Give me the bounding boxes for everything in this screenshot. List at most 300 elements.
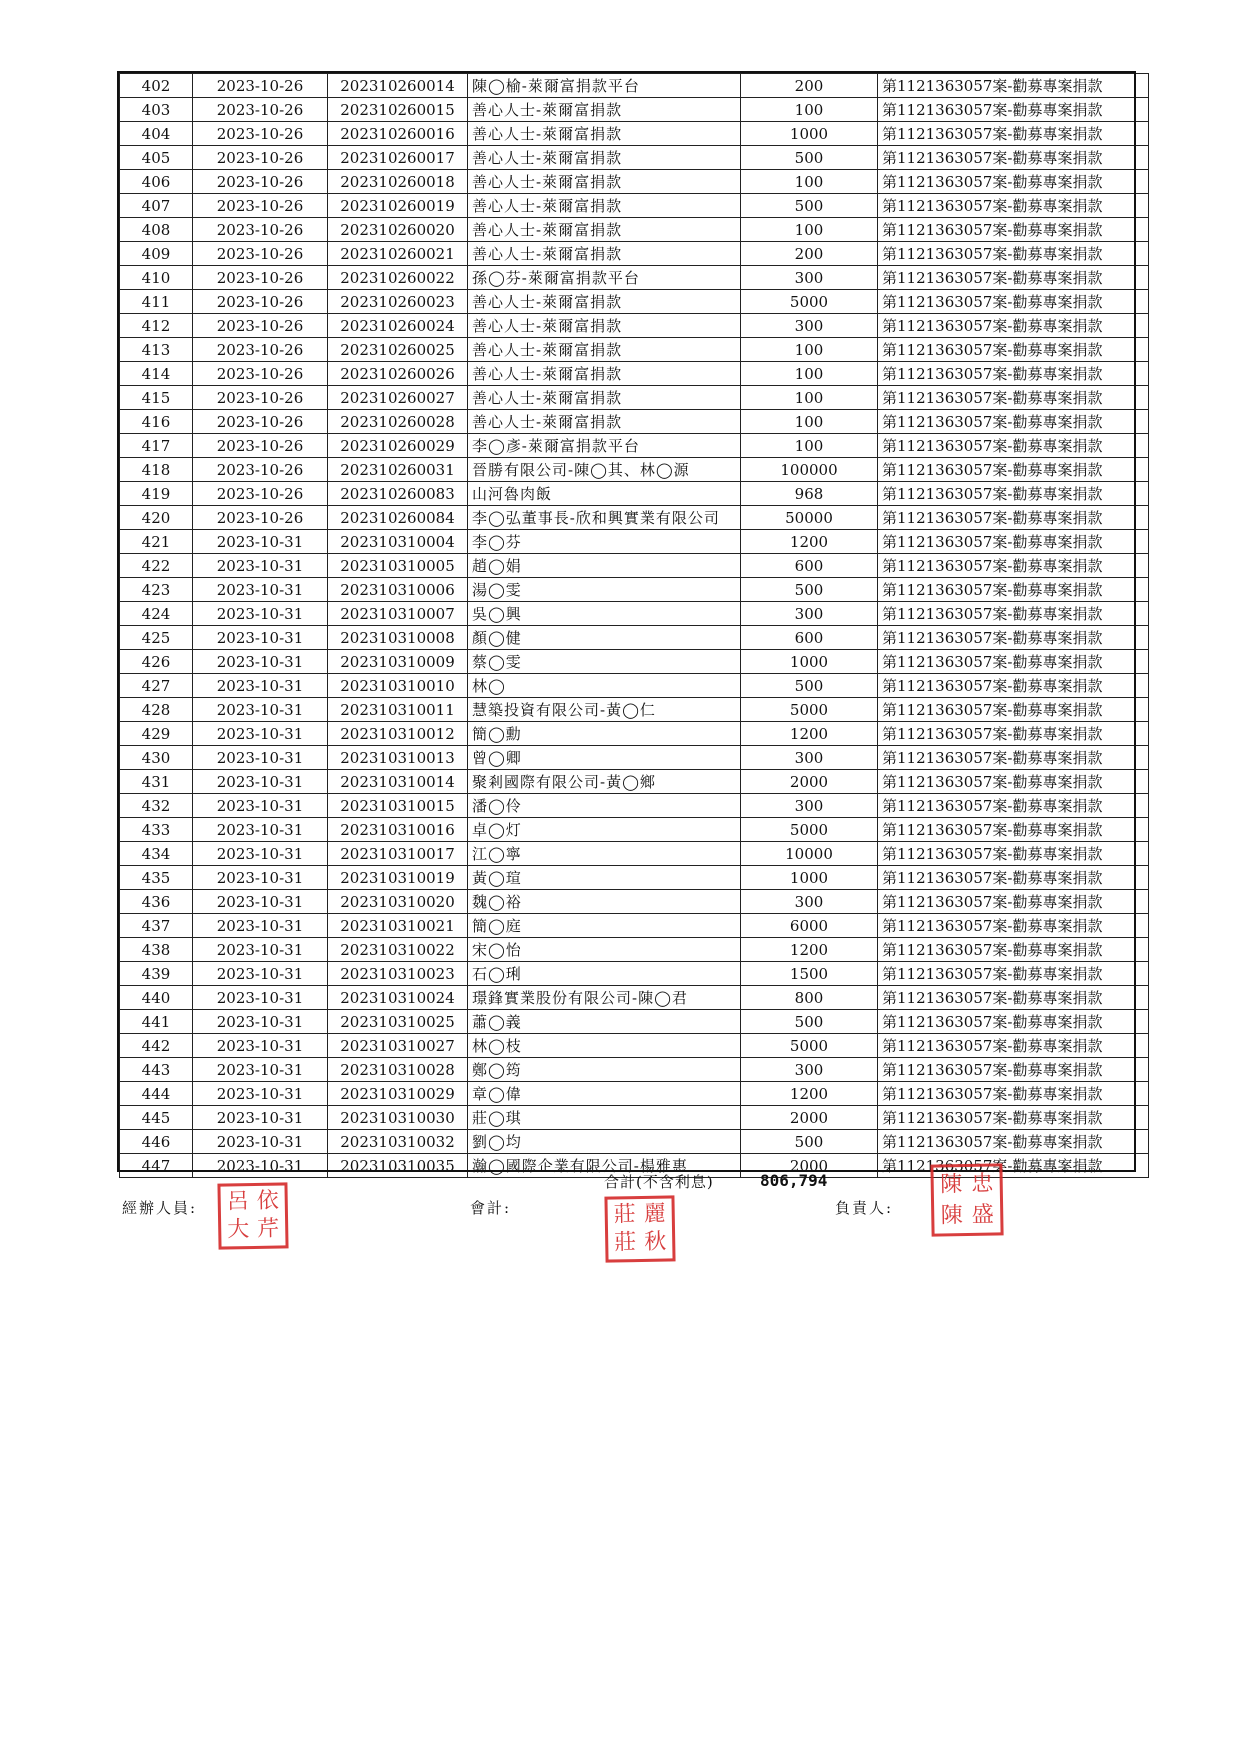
- donation-date: 2023-10-26: [193, 506, 328, 530]
- donor-name: 善心人士-萊爾富捐款: [468, 122, 741, 146]
- seal-character: 莊: [614, 1230, 637, 1256]
- donor-name: 善心人士-萊爾富捐款: [468, 218, 741, 242]
- seal-character: 陳: [940, 1202, 963, 1228]
- donor-name: 林◯: [468, 674, 741, 698]
- row-number: 429: [120, 722, 193, 746]
- row-number: 419: [120, 482, 193, 506]
- donation-date: 2023-10-31: [193, 602, 328, 626]
- case-description: 第1121363057案-勸募專案捐款: [878, 578, 1149, 602]
- donation-date: 2023-10-31: [193, 914, 328, 938]
- donor-name: 李◯芬: [468, 530, 741, 554]
- donor-name: 善心人士-萊爾富捐款: [468, 194, 741, 218]
- donation-amount: 5000: [741, 1034, 878, 1058]
- receipt-number: 202310310035: [328, 1154, 468, 1178]
- donation-amount: 1200: [741, 938, 878, 962]
- donor-name: 聚剎國際有限公司-黃◯鄉: [468, 770, 741, 794]
- seal-character: 依: [256, 1188, 279, 1214]
- case-description: 第1121363057案-勸募專案捐款: [878, 530, 1149, 554]
- donor-name: 善心人士-萊爾富捐款: [468, 146, 741, 170]
- donation-amount: 300: [741, 602, 878, 626]
- handler-label: 經辦人員:: [122, 1199, 198, 1217]
- accounting-label: 會計:: [470, 1199, 512, 1217]
- receipt-number: 202310260031: [328, 458, 468, 482]
- receipt-number: 202310260028: [328, 410, 468, 434]
- donor-name: 陳◯榆-萊爾富捐款平台: [468, 74, 741, 98]
- donation-date: 2023-10-26: [193, 386, 328, 410]
- donation-amount: 968: [741, 482, 878, 506]
- table-row: [120, 650, 1149, 674]
- case-description: 第1121363057案-勸募專案捐款: [878, 962, 1149, 986]
- row-number: 420: [120, 506, 193, 530]
- donation-amount: 100: [741, 434, 878, 458]
- donation-amount: 300: [741, 266, 878, 290]
- table-row: [120, 74, 1149, 98]
- receipt-number: 202310310007: [328, 602, 468, 626]
- row-number: 411: [120, 290, 193, 314]
- receipt-number: 202310260020: [328, 218, 468, 242]
- receipt-number: 202310310008: [328, 626, 468, 650]
- table-row: [120, 1058, 1149, 1082]
- row-number: 415: [120, 386, 193, 410]
- case-description: 第1121363057案-勸募專案捐款: [878, 938, 1149, 962]
- case-description: 第1121363057案-勸募專案捐款: [878, 482, 1149, 506]
- donation-amount: 100: [741, 386, 878, 410]
- donor-name: 善心人士-萊爾富捐款: [468, 362, 741, 386]
- donation-date: 2023-10-31: [193, 794, 328, 818]
- donor-name: 石◯琍: [468, 962, 741, 986]
- case-description: 第1121363057案-勸募專案捐款: [878, 674, 1149, 698]
- donor-name: 善心人士-萊爾富捐款: [468, 338, 741, 362]
- donor-name: 江◯寧: [468, 842, 741, 866]
- seal-character: 盛: [971, 1202, 994, 1228]
- donor-name: 曾◯卿: [468, 746, 741, 770]
- donation-amount: 2000: [741, 1106, 878, 1130]
- donation-amount: 1500: [741, 962, 878, 986]
- manager-label: 負責人:: [835, 1199, 894, 1217]
- donation-amount: 200: [741, 74, 878, 98]
- case-description: 第1121363057案-勸募專案捐款: [878, 386, 1149, 410]
- case-description: 第1121363057案-勸募專案捐款: [878, 122, 1149, 146]
- case-description: 第1121363057案-勸募專案捐款: [878, 146, 1149, 170]
- case-description: 第1121363057案-勸募專案捐款: [878, 626, 1149, 650]
- row-number: 406: [120, 170, 193, 194]
- receipt-number: 202310260017: [328, 146, 468, 170]
- row-number: 436: [120, 890, 193, 914]
- donation-amount: 300: [741, 314, 878, 338]
- donation-table-body: [120, 74, 1149, 1178]
- row-number: 428: [120, 698, 193, 722]
- donation-date: 2023-10-31: [193, 818, 328, 842]
- table-row: [120, 170, 1149, 194]
- case-description: 第1121363057案-勸募專案捐款: [878, 458, 1149, 482]
- case-description: 第1121363057案-勸募專案捐款: [878, 794, 1149, 818]
- receipt-number: 202310260016: [328, 122, 468, 146]
- donation-amount: 500: [741, 194, 878, 218]
- case-description: 第1121363057案-勸募專案捐款: [878, 74, 1149, 98]
- donation-date: 2023-10-31: [193, 554, 328, 578]
- seal-character: 陳: [939, 1171, 963, 1197]
- donation-date: 2023-10-26: [193, 362, 328, 386]
- table-row: [120, 962, 1149, 986]
- table-row: [120, 146, 1149, 170]
- donation-date: 2023-10-26: [193, 458, 328, 482]
- donor-name: 莊◯琪: [468, 1106, 741, 1130]
- receipt-number: 202310310032: [328, 1130, 468, 1154]
- table-row: [120, 938, 1149, 962]
- donor-name: 李◯弘董事長-欣和興實業有限公司: [468, 506, 741, 530]
- donation-date: 2023-10-31: [193, 578, 328, 602]
- table-row: [120, 1034, 1149, 1058]
- row-number: 422: [120, 554, 193, 578]
- donation-date: 2023-10-31: [193, 1106, 328, 1130]
- receipt-number: 202310310014: [328, 770, 468, 794]
- donation-date: 2023-10-26: [193, 146, 328, 170]
- donor-name: 黃◯瑄: [468, 866, 741, 890]
- table-row: [120, 674, 1149, 698]
- receipt-number: 202310310009: [328, 650, 468, 674]
- table-row: [120, 458, 1149, 482]
- donor-name: 善心人士-萊爾富捐款: [468, 314, 741, 338]
- table-row: [120, 890, 1149, 914]
- table-row: [120, 290, 1149, 314]
- row-number: 441: [120, 1010, 193, 1034]
- case-description: 第1121363057案-勸募專案捐款: [878, 98, 1149, 122]
- table-row: [120, 434, 1149, 458]
- case-description: 第1121363057案-勸募專案捐款: [878, 866, 1149, 890]
- donor-name: 孫◯芬-萊爾富捐款平台: [468, 266, 741, 290]
- donation-date: 2023-10-26: [193, 266, 328, 290]
- donor-name: 瀚◯國際企業有限公司-楊雅惠: [468, 1154, 741, 1178]
- row-number: 404: [120, 122, 193, 146]
- donation-amount: 1000: [741, 866, 878, 890]
- case-description: 第1121363057案-勸募專案捐款: [878, 914, 1149, 938]
- donation-date: 2023-10-26: [193, 410, 328, 434]
- receipt-number: 202310310030: [328, 1106, 468, 1130]
- row-number: 437: [120, 914, 193, 938]
- donor-name: 蕭◯義: [468, 1010, 741, 1034]
- donation-date: 2023-10-31: [193, 722, 328, 746]
- donation-amount: 100: [741, 218, 878, 242]
- donation-date: 2023-10-31: [193, 626, 328, 650]
- table-row: [120, 1010, 1149, 1034]
- donor-name: 宋◯怡: [468, 938, 741, 962]
- receipt-number: 202310260021: [328, 242, 468, 266]
- donor-name: 簡◯庭: [468, 914, 741, 938]
- receipt-number: 202310260026: [328, 362, 468, 386]
- donor-name: 魏◯裕: [468, 890, 741, 914]
- case-description: 第1121363057案-勸募專案捐款: [878, 290, 1149, 314]
- donor-name: 璟鋒實業股份有限公司-陳◯君: [468, 986, 741, 1010]
- donation-amount: 1200: [741, 1082, 878, 1106]
- donation-date: 2023-10-31: [193, 770, 328, 794]
- row-number: 423: [120, 578, 193, 602]
- total-label: 合計(不含利息): [604, 1173, 714, 1191]
- row-number: 446: [120, 1130, 193, 1154]
- table-row: [120, 578, 1149, 602]
- donation-date: 2023-10-31: [193, 698, 328, 722]
- seal-character: 忠: [970, 1171, 994, 1197]
- case-description: 第1121363057案-勸募專案捐款: [878, 362, 1149, 386]
- case-description: 第1121363057案-勸募專案捐款: [878, 602, 1149, 626]
- receipt-number: 202310310023: [328, 962, 468, 986]
- table-row: [120, 242, 1149, 266]
- row-number: 405: [120, 146, 193, 170]
- donation-date: 2023-10-31: [193, 842, 328, 866]
- receipt-number: 202310310028: [328, 1058, 468, 1082]
- row-number: 445: [120, 1106, 193, 1130]
- row-number: 410: [120, 266, 193, 290]
- table-row: [120, 362, 1149, 386]
- donor-name: 善心人士-萊爾富捐款: [468, 242, 741, 266]
- receipt-number: 202310310019: [328, 866, 468, 890]
- donation-amount: 1200: [741, 722, 878, 746]
- case-description: 第1121363057案-勸募專案捐款: [878, 746, 1149, 770]
- receipt-number: 202310310024: [328, 986, 468, 1010]
- table-row: [120, 410, 1149, 434]
- receipt-number: 202310260019: [328, 194, 468, 218]
- case-description: 第1121363057案-勸募專案捐款: [878, 1082, 1149, 1106]
- donation-amount: 2000: [741, 1154, 878, 1178]
- donation-date: 2023-10-31: [193, 1130, 328, 1154]
- table-row: [120, 794, 1149, 818]
- donation-amount: 100: [741, 98, 878, 122]
- case-description: 第1121363057案-勸募專案捐款: [878, 338, 1149, 362]
- donation-amount: 100000: [741, 458, 878, 482]
- row-number: 426: [120, 650, 193, 674]
- donation-amount: 100: [741, 170, 878, 194]
- donor-name: 卓◯灯: [468, 818, 741, 842]
- total-value: 806,794: [760, 1171, 828, 1190]
- donor-name: 趙◯娟: [468, 554, 741, 578]
- table-row: [120, 194, 1149, 218]
- case-description: 第1121363057案-勸募專案捐款: [878, 242, 1149, 266]
- table-row: [120, 506, 1149, 530]
- receipt-number: 202310310013: [328, 746, 468, 770]
- table-row: [120, 842, 1149, 866]
- donation-amount: 500: [741, 674, 878, 698]
- receipt-number: 202310310022: [328, 938, 468, 962]
- table-row: [120, 530, 1149, 554]
- receipt-number: 202310310010: [328, 674, 468, 698]
- seal-character: 呂: [226, 1189, 249, 1215]
- donation-date: 2023-10-31: [193, 1058, 328, 1082]
- table-row: [120, 986, 1149, 1010]
- table-row: [120, 386, 1149, 410]
- donation-date: 2023-10-26: [193, 170, 328, 194]
- row-number: 409: [120, 242, 193, 266]
- table-row: [120, 626, 1149, 650]
- donor-name: 湯◯雯: [468, 578, 741, 602]
- donor-name: 慧築投資有限公司-黃◯仁: [468, 698, 741, 722]
- case-description: 第1121363057案-勸募專案捐款: [878, 194, 1149, 218]
- case-description: 第1121363057案-勸募專案捐款: [878, 842, 1149, 866]
- donor-name: 章◯偉: [468, 1082, 741, 1106]
- receipt-number: 202310260015: [328, 98, 468, 122]
- donation-date: 2023-10-26: [193, 218, 328, 242]
- donation-amount: 300: [741, 794, 878, 818]
- donation-date: 2023-10-26: [193, 122, 328, 146]
- donation-amount: 1000: [741, 650, 878, 674]
- case-description: 第1121363057案-勸募專案捐款: [878, 698, 1149, 722]
- case-description: 第1121363057案-勸募專案捐款: [878, 986, 1149, 1010]
- donor-name: 善心人士-萊爾富捐款: [468, 98, 741, 122]
- case-description: 第1121363057案-勸募專案捐款: [878, 1106, 1149, 1130]
- case-description: 第1121363057案-勸募專案捐款: [878, 1154, 1149, 1178]
- table-row: [120, 218, 1149, 242]
- donation-date: 2023-10-31: [193, 890, 328, 914]
- donation-date: 2023-10-26: [193, 434, 328, 458]
- donation-date: 2023-10-31: [193, 746, 328, 770]
- donation-date: 2023-10-26: [193, 74, 328, 98]
- donation-date: 2023-10-31: [193, 1010, 328, 1034]
- donation-amount: 1000: [741, 122, 878, 146]
- donation-amount: 100: [741, 410, 878, 434]
- row-number: 414: [120, 362, 193, 386]
- handler-seal: [217, 1182, 288, 1249]
- receipt-number: 202310310016: [328, 818, 468, 842]
- table-row: [120, 1106, 1149, 1130]
- row-number: 412: [120, 314, 193, 338]
- table-row: [120, 722, 1149, 746]
- row-number: 425: [120, 626, 193, 650]
- donor-name: 晉勝有限公司-陳◯其、林◯源: [468, 458, 741, 482]
- donation-date: 2023-10-26: [193, 290, 328, 314]
- table-row: [120, 482, 1149, 506]
- donor-name: 蔡◯雯: [468, 650, 741, 674]
- case-description: 第1121363057案-勸募專案捐款: [878, 890, 1149, 914]
- manager-seal: [930, 1163, 1003, 1236]
- row-number: 427: [120, 674, 193, 698]
- donor-name: 潘◯伶: [468, 794, 741, 818]
- receipt-number: 202310260024: [328, 314, 468, 338]
- case-description: 第1121363057案-勸募專案捐款: [878, 266, 1149, 290]
- donation-date: 2023-10-31: [193, 674, 328, 698]
- case-description: 第1121363057案-勸募專案捐款: [878, 314, 1149, 338]
- donation-date: 2023-10-31: [193, 1034, 328, 1058]
- donation-date: 2023-10-31: [193, 530, 328, 554]
- donation-amount: 1200: [741, 530, 878, 554]
- row-number: 402: [120, 74, 193, 98]
- table-row: [120, 338, 1149, 362]
- row-number: 431: [120, 770, 193, 794]
- donation-date: 2023-10-31: [193, 938, 328, 962]
- donation-amount: 5000: [741, 698, 878, 722]
- seal-character: 大: [227, 1217, 250, 1243]
- row-number: 438: [120, 938, 193, 962]
- case-description: 第1121363057案-勸募專案捐款: [878, 434, 1149, 458]
- receipt-number: 202310260025: [328, 338, 468, 362]
- case-description: 第1121363057案-勸募專案捐款: [878, 1130, 1149, 1154]
- row-number: 416: [120, 410, 193, 434]
- receipt-number: 202310310005: [328, 554, 468, 578]
- row-number: 440: [120, 986, 193, 1010]
- case-description: 第1121363057案-勸募專案捐款: [878, 1034, 1149, 1058]
- receipt-number: 202310310020: [328, 890, 468, 914]
- donor-name: 善心人士-萊爾富捐款: [468, 386, 741, 410]
- donation-amount: 300: [741, 1058, 878, 1082]
- receipt-number: 202310310006: [328, 578, 468, 602]
- case-description: 第1121363057案-勸募專案捐款: [878, 410, 1149, 434]
- receipt-number: 202310310004: [328, 530, 468, 554]
- donor-name: 林◯枝: [468, 1034, 741, 1058]
- donation-amount: 200: [741, 242, 878, 266]
- row-number: 424: [120, 602, 193, 626]
- donation-date: 2023-10-26: [193, 314, 328, 338]
- receipt-number: 202310260083: [328, 482, 468, 506]
- row-number: 434: [120, 842, 193, 866]
- donation-date: 2023-10-26: [193, 194, 328, 218]
- case-description: 第1121363057案-勸募專案捐款: [878, 770, 1149, 794]
- case-description: 第1121363057案-勸募專案捐款: [878, 218, 1149, 242]
- row-number: 443: [120, 1058, 193, 1082]
- donation-amount: 500: [741, 578, 878, 602]
- row-number: 447: [120, 1154, 193, 1178]
- donation-date: 2023-10-26: [193, 98, 328, 122]
- donation-amount: 50000: [741, 506, 878, 530]
- case-description: 第1121363057案-勸募專案捐款: [878, 506, 1149, 530]
- row-number: 417: [120, 434, 193, 458]
- table-row: [120, 602, 1149, 626]
- receipt-number: 202310260029: [328, 434, 468, 458]
- table-row: [120, 1082, 1149, 1106]
- row-number: 439: [120, 962, 193, 986]
- row-number: 407: [120, 194, 193, 218]
- receipt-number: 202310310015: [328, 794, 468, 818]
- case-description: 第1121363057案-勸募專案捐款: [878, 554, 1149, 578]
- donation-amount: 5000: [741, 818, 878, 842]
- receipt-number: 202310310029: [328, 1082, 468, 1106]
- donation-date: 2023-10-31: [193, 650, 328, 674]
- donation-date: 2023-10-31: [193, 962, 328, 986]
- case-description: 第1121363057案-勸募專案捐款: [878, 170, 1149, 194]
- receipt-number: 202310260014: [328, 74, 468, 98]
- donor-name: 善心人士-萊爾富捐款: [468, 170, 741, 194]
- donation-amount: 5000: [741, 290, 878, 314]
- seal-character: 秋: [644, 1229, 667, 1255]
- case-description: 第1121363057案-勸募專案捐款: [878, 1010, 1149, 1034]
- receipt-number: 202310310017: [328, 842, 468, 866]
- donation-amount: 100: [741, 338, 878, 362]
- donation-date: 2023-10-26: [193, 338, 328, 362]
- row-number: 432: [120, 794, 193, 818]
- receipt-number: 202310310021: [328, 914, 468, 938]
- receipt-number: 202310310012: [328, 722, 468, 746]
- row-number: 413: [120, 338, 193, 362]
- row-number: 442: [120, 1034, 193, 1058]
- donation-date: 2023-10-31: [193, 1082, 328, 1106]
- accounting-seal: [604, 1195, 675, 1262]
- donor-name: 李◯彥-萊爾富捐款平台: [468, 434, 741, 458]
- donation-amount: 500: [741, 1010, 878, 1034]
- donor-name: 劉◯均: [468, 1130, 741, 1154]
- receipt-number: 202310310027: [328, 1034, 468, 1058]
- case-description: 第1121363057案-勸募專案捐款: [878, 818, 1149, 842]
- table-row: [120, 914, 1149, 938]
- table-row: [120, 122, 1149, 146]
- seal-character: 芹: [257, 1216, 280, 1242]
- row-number: 444: [120, 1082, 193, 1106]
- row-number: 403: [120, 98, 193, 122]
- donation-amount: 600: [741, 626, 878, 650]
- donation-amount: 300: [741, 746, 878, 770]
- donor-name: 善心人士-萊爾富捐款: [468, 410, 741, 434]
- donation-amount: 6000: [741, 914, 878, 938]
- donation-amount: 800: [741, 986, 878, 1010]
- table-row: [120, 818, 1149, 842]
- seal-character: 莊: [613, 1202, 636, 1228]
- donation-amount: 600: [741, 554, 878, 578]
- donor-name: 善心人士-萊爾富捐款: [468, 290, 741, 314]
